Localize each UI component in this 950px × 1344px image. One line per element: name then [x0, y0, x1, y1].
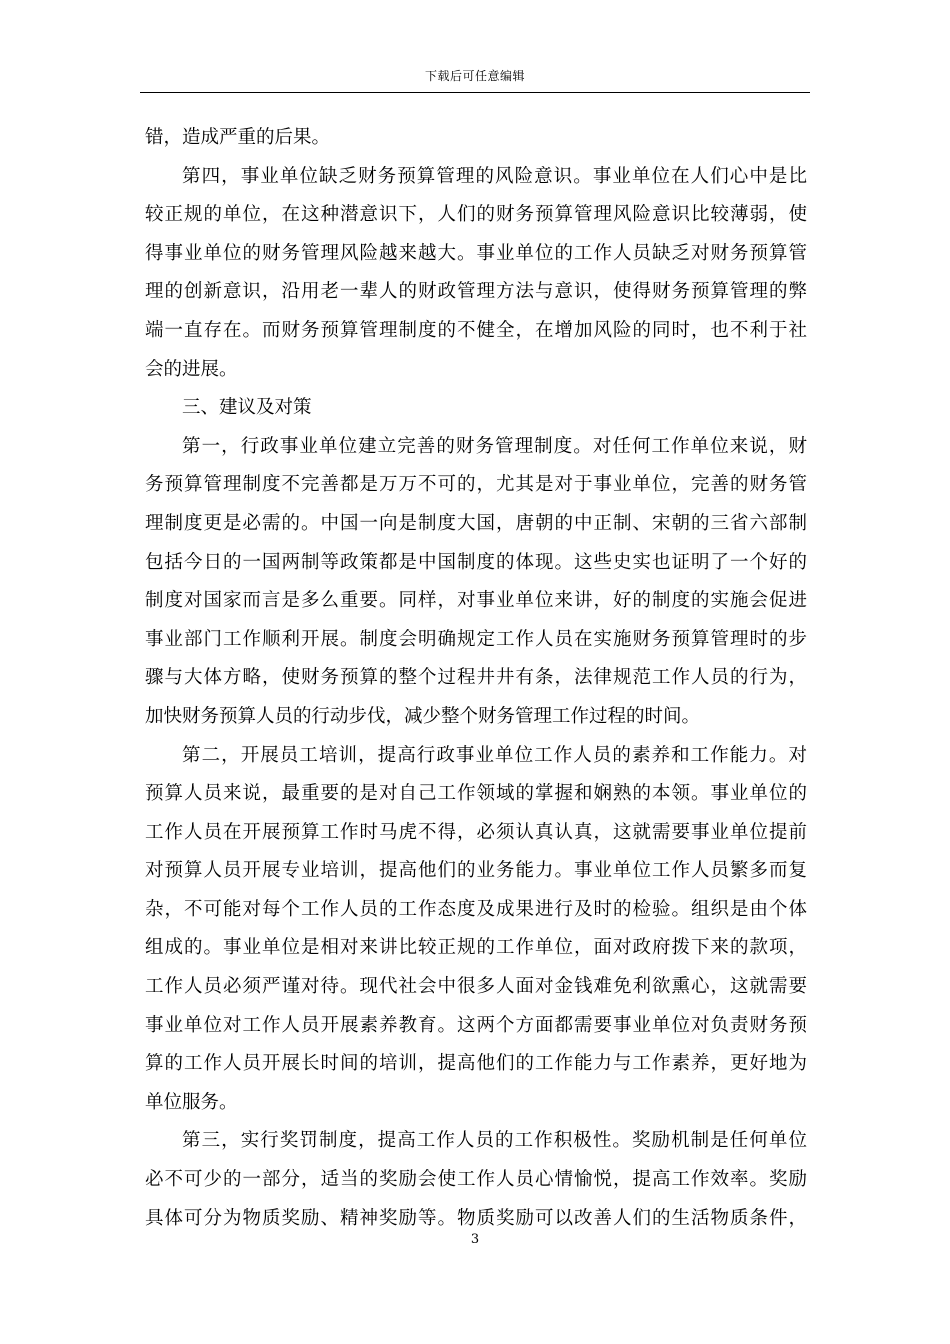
text-line: 工作人员必须严谨对待。现代社会中很多人面对金钱难免利欲熏心，这就需要 [145, 976, 807, 998]
text-line: 单位服务。 [145, 1091, 238, 1113]
text-line: 第二，开展员工培训，提高行政事业单位工作人员的素养和工作能力。对 [182, 744, 807, 766]
text-line: 算的工作人员开展长时间的培训，提高他们的工作能力与工作素养，更好地为 [145, 1053, 807, 1075]
text-line: 必不可少的一部分，适当的奖励会使工作人员心情愉悦，提高工作效率。奖励 [145, 1169, 807, 1191]
text-line: 具体可分为物质奖励、精神奖励等。物质奖励可以改善人们的生活物质条件， [145, 1207, 807, 1229]
text-line: 得事业单位的财务管理风险越来越大。事业单位的工作人员缺乏对财务预算管 [145, 242, 807, 264]
text-line: 工作人员在开展预算工作时马虎不得，必须认真认真，这就需要事业单位提前 [145, 821, 807, 843]
text-line: 事业部门工作顺利开展。制度会明确规定工作人员在实施财务预算管理时的步 [145, 628, 807, 650]
text-line: 务预算管理制度不完善都是万万不可的，尤其是对于事业单位，完善的财务管 [145, 474, 807, 496]
text-line: 较正规的单位，在这种潜意识下，人们的财务预算管理风险意识比较薄弱，使 [145, 204, 807, 226]
text-line: 第三，实行奖罚制度，提高工作人员的工作积极性。奖励机制是任何单位 [182, 1130, 807, 1152]
text-line: 事业单位对工作人员开展素养教育。这两个方面都需要事业单位对负责财务预 [145, 1014, 807, 1036]
text-line: 骤与大体方略，使财务预算的整个过程井井有条，法律规范工作人员的行为， [145, 667, 807, 689]
text-line: 端一直存在。而财务预算管理制度的不健全，在增加风险的同时，也不利于社 [145, 319, 807, 341]
text-line: 第四，事业单位缺乏财务预算管理的风险意识。事业单位在人们心中是比 [182, 165, 807, 187]
section-heading: 三、建议及对策 [182, 397, 312, 419]
text-line: 第一，行政事业单位建立完善的财务管理制度。对任何工作单位来说，财 [182, 435, 807, 457]
page-number: 3 [470, 1232, 480, 1247]
text-line: 会的进展。 [145, 358, 238, 380]
text-line: 对预算人员开展专业培训，提高他们的业务能力。事业单位工作人员繁多而复 [145, 860, 807, 882]
text-line: 组成的。事业单位是相对来讲比较正规的工作单位，面对政府拨下来的款项， [145, 937, 807, 959]
text-line: 包括今日的一国两制等政策都是中国制度的体现。这些史实也证明了一个好的 [145, 551, 807, 573]
page-header: 下载后可任意编辑 [424, 69, 525, 83]
document-body [145, 119, 807, 1238]
text-line: 理制度更是必需的。中国一向是制度大国，唐朝的中正制、宋朝的三省六部制 [145, 512, 807, 534]
text-line: 错，造成严重的后果。 [145, 127, 331, 148]
text-line: 预算人员来说，最重要的是对自己工作领域的掌握和娴熟的本领。事业单位的 [145, 783, 807, 805]
text-line: 理的创新意识，沿用老一辈人的财政管理方法与意识，使得财务预算管理的弊 [145, 281, 807, 303]
text-line: 加快财务预算人员的行动步伐，减少整个财务管理工作过程的时间。 [145, 705, 701, 727]
text-line: 杂，不可能对每个工作人员的工作态度及成果进行及时的检验。组织是由个体 [145, 898, 807, 920]
text-line: 制度对国家而言是多么重要。同样，对事业单位来讲，好的制度的实施会促进 [145, 590, 807, 612]
header-divider [140, 92, 810, 93]
